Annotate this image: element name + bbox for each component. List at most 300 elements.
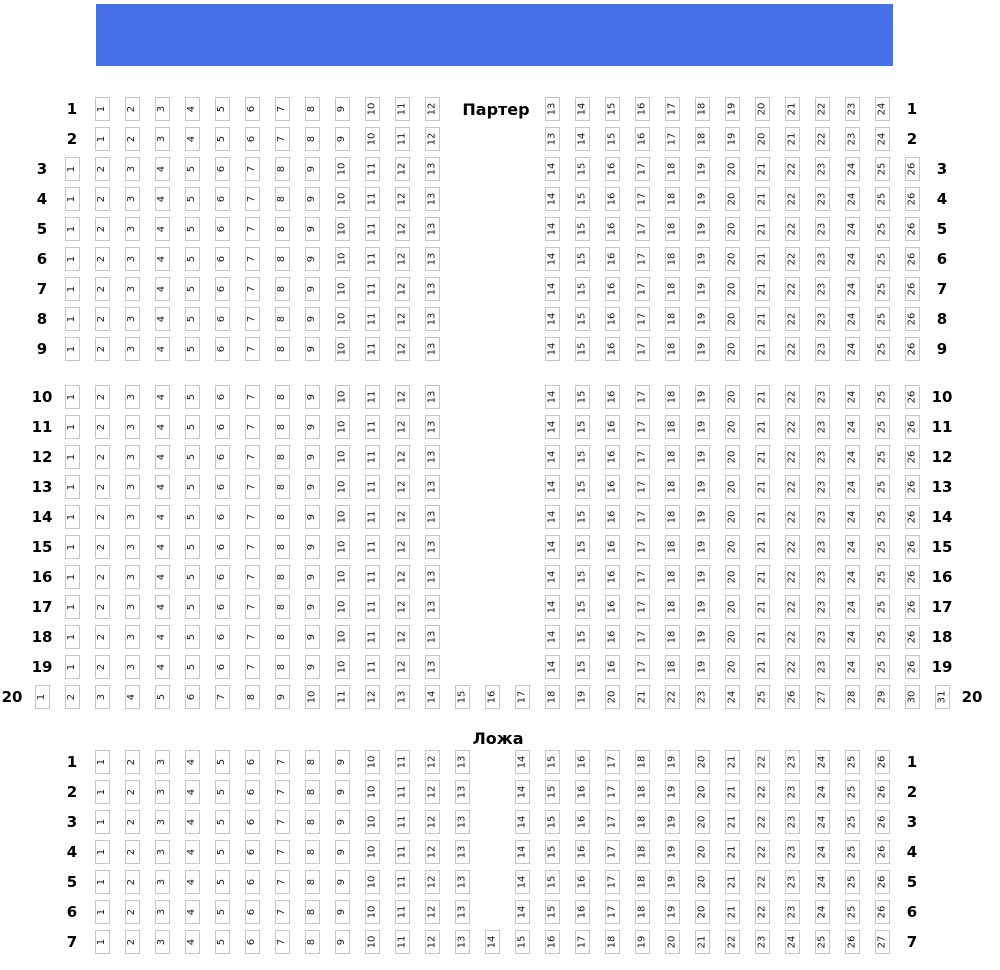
seat[interactable]: [905, 625, 920, 649]
seat[interactable]: [335, 385, 350, 409]
seat[interactable]: [335, 595, 350, 619]
seat[interactable]: [425, 685, 440, 709]
seat[interactable]: [605, 277, 620, 301]
seat[interactable]: [635, 595, 650, 619]
seat[interactable]: [305, 810, 320, 834]
seat[interactable]: [815, 655, 830, 679]
seat[interactable]: [335, 97, 350, 121]
seat[interactable]: [65, 595, 80, 619]
seat[interactable]: [605, 337, 620, 361]
seat[interactable]: [425, 750, 440, 774]
seat[interactable]: [875, 385, 890, 409]
seat[interactable]: [785, 277, 800, 301]
seat[interactable]: [335, 415, 350, 439]
seat[interactable]: [455, 930, 470, 954]
seat[interactable]: [725, 97, 740, 121]
seat[interactable]: [335, 217, 350, 241]
seat[interactable]: [665, 535, 680, 559]
seat[interactable]: [725, 870, 740, 894]
seat[interactable]: [335, 625, 350, 649]
seat[interactable]: [845, 565, 860, 589]
seat[interactable]: [635, 415, 650, 439]
seat[interactable]: [755, 187, 770, 211]
seat[interactable]: [815, 840, 830, 864]
seat[interactable]: [215, 385, 230, 409]
seat[interactable]: [335, 900, 350, 924]
seat[interactable]: [575, 277, 590, 301]
seat[interactable]: [875, 415, 890, 439]
seat[interactable]: [605, 840, 620, 864]
seat[interactable]: [785, 810, 800, 834]
seat[interactable]: [245, 415, 260, 439]
seat[interactable]: [545, 870, 560, 894]
seat[interactable]: [545, 625, 560, 649]
seat[interactable]: [875, 505, 890, 529]
seat[interactable]: [275, 445, 290, 469]
seat[interactable]: [575, 505, 590, 529]
seat[interactable]: [395, 97, 410, 121]
seat[interactable]: [95, 810, 110, 834]
seat[interactable]: [185, 307, 200, 331]
seat[interactable]: [245, 655, 260, 679]
seat[interactable]: [185, 415, 200, 439]
seat[interactable]: [215, 655, 230, 679]
seat[interactable]: [695, 505, 710, 529]
seat[interactable]: [125, 127, 140, 151]
seat[interactable]: [305, 840, 320, 864]
seat[interactable]: [215, 505, 230, 529]
seat[interactable]: [335, 307, 350, 331]
seat[interactable]: [875, 685, 890, 709]
seat[interactable]: [575, 307, 590, 331]
seat[interactable]: [335, 277, 350, 301]
seat[interactable]: [665, 187, 680, 211]
seat[interactable]: [545, 415, 560, 439]
seat[interactable]: [695, 127, 710, 151]
seat[interactable]: [875, 187, 890, 211]
seat[interactable]: [95, 870, 110, 894]
seat[interactable]: [155, 277, 170, 301]
seat[interactable]: [185, 97, 200, 121]
seat[interactable]: [275, 187, 290, 211]
seat[interactable]: [395, 595, 410, 619]
seat[interactable]: [365, 625, 380, 649]
seat[interactable]: [605, 625, 620, 649]
seat[interactable]: [905, 535, 920, 559]
seat[interactable]: [95, 307, 110, 331]
seat[interactable]: [545, 685, 560, 709]
seat[interactable]: [665, 217, 680, 241]
seat[interactable]: [395, 930, 410, 954]
seat[interactable]: [665, 750, 680, 774]
seat[interactable]: [455, 780, 470, 804]
seat[interactable]: [845, 595, 860, 619]
seat[interactable]: [785, 505, 800, 529]
seat[interactable]: [125, 750, 140, 774]
seat[interactable]: [125, 685, 140, 709]
seat[interactable]: [845, 750, 860, 774]
seat[interactable]: [185, 810, 200, 834]
seat[interactable]: [605, 900, 620, 924]
seat[interactable]: [65, 187, 80, 211]
seat[interactable]: [245, 505, 260, 529]
seat[interactable]: [275, 415, 290, 439]
seat[interactable]: [635, 750, 650, 774]
seat[interactable]: [305, 187, 320, 211]
seat[interactable]: [275, 535, 290, 559]
seat[interactable]: [155, 157, 170, 181]
seat[interactable]: [395, 780, 410, 804]
seat[interactable]: [245, 625, 260, 649]
seat[interactable]: [635, 810, 650, 834]
seat[interactable]: [785, 187, 800, 211]
seat[interactable]: [845, 685, 860, 709]
seat[interactable]: [545, 595, 560, 619]
seat[interactable]: [365, 685, 380, 709]
seat[interactable]: [755, 750, 770, 774]
seat[interactable]: [665, 445, 680, 469]
seat[interactable]: [365, 565, 380, 589]
seat[interactable]: [665, 505, 680, 529]
seat[interactable]: [455, 685, 470, 709]
seat[interactable]: [95, 595, 110, 619]
seat[interactable]: [125, 247, 140, 271]
seat[interactable]: [665, 385, 680, 409]
seat[interactable]: [215, 247, 230, 271]
seat[interactable]: [425, 655, 440, 679]
seat[interactable]: [695, 277, 710, 301]
seat[interactable]: [455, 750, 470, 774]
seat[interactable]: [875, 870, 890, 894]
seat[interactable]: [125, 385, 140, 409]
seat[interactable]: [395, 277, 410, 301]
seat[interactable]: [695, 187, 710, 211]
seat[interactable]: [305, 217, 320, 241]
seat[interactable]: [395, 307, 410, 331]
seat[interactable]: [365, 385, 380, 409]
seat[interactable]: [605, 655, 620, 679]
seat[interactable]: [815, 565, 830, 589]
seat[interactable]: [755, 337, 770, 361]
seat[interactable]: [605, 385, 620, 409]
seat[interactable]: [365, 810, 380, 834]
seat[interactable]: [425, 595, 440, 619]
seat[interactable]: [125, 870, 140, 894]
seat[interactable]: [665, 900, 680, 924]
seat[interactable]: [815, 97, 830, 121]
seat[interactable]: [545, 157, 560, 181]
seat[interactable]: [905, 685, 920, 709]
seat[interactable]: [395, 187, 410, 211]
seat[interactable]: [365, 900, 380, 924]
seat[interactable]: [845, 307, 860, 331]
seat[interactable]: [545, 505, 560, 529]
seat[interactable]: [215, 900, 230, 924]
seat[interactable]: [125, 930, 140, 954]
seat[interactable]: [785, 750, 800, 774]
seat[interactable]: [275, 157, 290, 181]
seat[interactable]: [665, 127, 680, 151]
seat[interactable]: [305, 595, 320, 619]
seat[interactable]: [635, 157, 650, 181]
seat[interactable]: [305, 780, 320, 804]
seat[interactable]: [545, 900, 560, 924]
seat[interactable]: [65, 247, 80, 271]
seat[interactable]: [905, 157, 920, 181]
seat[interactable]: [275, 595, 290, 619]
seat[interactable]: [275, 780, 290, 804]
seat[interactable]: [365, 127, 380, 151]
seat[interactable]: [575, 685, 590, 709]
seat[interactable]: [335, 337, 350, 361]
seat[interactable]: [215, 475, 230, 499]
seat[interactable]: [755, 475, 770, 499]
seat[interactable]: [875, 595, 890, 619]
seat[interactable]: [905, 655, 920, 679]
seat[interactable]: [125, 625, 140, 649]
seat[interactable]: [845, 870, 860, 894]
seat[interactable]: [545, 187, 560, 211]
seat[interactable]: [395, 900, 410, 924]
seat[interactable]: [125, 187, 140, 211]
seat[interactable]: [425, 97, 440, 121]
seat[interactable]: [695, 900, 710, 924]
seat[interactable]: [725, 565, 740, 589]
seat[interactable]: [275, 307, 290, 331]
seat[interactable]: [695, 780, 710, 804]
seat[interactable]: [365, 187, 380, 211]
seat[interactable]: [875, 97, 890, 121]
seat[interactable]: [455, 870, 470, 894]
seat[interactable]: [395, 565, 410, 589]
seat[interactable]: [275, 750, 290, 774]
seat[interactable]: [305, 127, 320, 151]
seat[interactable]: [635, 840, 650, 864]
seat[interactable]: [305, 415, 320, 439]
seat[interactable]: [125, 505, 140, 529]
seat[interactable]: [305, 685, 320, 709]
seat[interactable]: [725, 217, 740, 241]
seat[interactable]: [755, 685, 770, 709]
seat[interactable]: [155, 475, 170, 499]
seat[interactable]: [155, 750, 170, 774]
seat[interactable]: [485, 930, 500, 954]
seat[interactable]: [155, 625, 170, 649]
seat[interactable]: [605, 127, 620, 151]
seat[interactable]: [905, 595, 920, 619]
seat[interactable]: [395, 247, 410, 271]
seat[interactable]: [785, 157, 800, 181]
seat[interactable]: [605, 750, 620, 774]
seat[interactable]: [785, 415, 800, 439]
seat[interactable]: [95, 445, 110, 469]
seat[interactable]: [65, 337, 80, 361]
seat[interactable]: [155, 187, 170, 211]
seat[interactable]: [95, 685, 110, 709]
seat[interactable]: [575, 157, 590, 181]
seat[interactable]: [905, 217, 920, 241]
seat[interactable]: [665, 595, 680, 619]
seat[interactable]: [185, 685, 200, 709]
seat[interactable]: [305, 247, 320, 271]
seat[interactable]: [695, 595, 710, 619]
seat[interactable]: [95, 475, 110, 499]
seat[interactable]: [725, 475, 740, 499]
seat[interactable]: [905, 475, 920, 499]
seat[interactable]: [875, 625, 890, 649]
seat[interactable]: [845, 277, 860, 301]
seat[interactable]: [425, 385, 440, 409]
seat[interactable]: [635, 385, 650, 409]
seat[interactable]: [875, 307, 890, 331]
seat[interactable]: [575, 870, 590, 894]
seat[interactable]: [605, 810, 620, 834]
seat[interactable]: [785, 475, 800, 499]
seat[interactable]: [305, 307, 320, 331]
seat[interactable]: [665, 475, 680, 499]
seat[interactable]: [335, 655, 350, 679]
seat[interactable]: [185, 445, 200, 469]
seat[interactable]: [125, 810, 140, 834]
seat[interactable]: [635, 217, 650, 241]
seat[interactable]: [425, 780, 440, 804]
seat[interactable]: [725, 307, 740, 331]
seat[interactable]: [725, 127, 740, 151]
seat[interactable]: [755, 900, 770, 924]
seat[interactable]: [305, 900, 320, 924]
seat[interactable]: [695, 655, 710, 679]
seat[interactable]: [545, 780, 560, 804]
seat[interactable]: [725, 337, 740, 361]
seat[interactable]: [65, 655, 80, 679]
seat[interactable]: [95, 930, 110, 954]
seat[interactable]: [635, 127, 650, 151]
seat[interactable]: [185, 505, 200, 529]
seat[interactable]: [815, 127, 830, 151]
seat[interactable]: [95, 750, 110, 774]
seat[interactable]: [215, 217, 230, 241]
seat[interactable]: [425, 535, 440, 559]
seat[interactable]: [65, 475, 80, 499]
seat[interactable]: [635, 307, 650, 331]
seat[interactable]: [545, 810, 560, 834]
seat[interactable]: [65, 415, 80, 439]
seat[interactable]: [635, 780, 650, 804]
seat[interactable]: [305, 535, 320, 559]
seat[interactable]: [665, 685, 680, 709]
seat[interactable]: [635, 475, 650, 499]
seat[interactable]: [365, 97, 380, 121]
seat[interactable]: [305, 157, 320, 181]
seat[interactable]: [125, 475, 140, 499]
seat[interactable]: [275, 930, 290, 954]
seat[interactable]: [185, 780, 200, 804]
seat[interactable]: [635, 625, 650, 649]
seat[interactable]: [215, 595, 230, 619]
seat[interactable]: [155, 97, 170, 121]
seat[interactable]: [395, 840, 410, 864]
seat[interactable]: [845, 97, 860, 121]
seat[interactable]: [635, 535, 650, 559]
seat[interactable]: [395, 127, 410, 151]
seat[interactable]: [425, 900, 440, 924]
seat[interactable]: [185, 277, 200, 301]
seat[interactable]: [365, 337, 380, 361]
seat[interactable]: [245, 810, 260, 834]
seat[interactable]: [665, 840, 680, 864]
seat[interactable]: [635, 187, 650, 211]
seat[interactable]: [185, 385, 200, 409]
seat[interactable]: [755, 127, 770, 151]
seat[interactable]: [305, 625, 320, 649]
seat[interactable]: [305, 277, 320, 301]
seat[interactable]: [785, 127, 800, 151]
seat[interactable]: [365, 840, 380, 864]
seat[interactable]: [65, 505, 80, 529]
seat[interactable]: [65, 565, 80, 589]
seat[interactable]: [695, 750, 710, 774]
seat[interactable]: [125, 535, 140, 559]
seat[interactable]: [785, 655, 800, 679]
seat[interactable]: [605, 505, 620, 529]
seat[interactable]: [245, 127, 260, 151]
seat[interactable]: [875, 930, 890, 954]
seat[interactable]: [785, 625, 800, 649]
seat[interactable]: [755, 97, 770, 121]
seat[interactable]: [815, 475, 830, 499]
seat[interactable]: [605, 565, 620, 589]
seat[interactable]: [185, 157, 200, 181]
seat[interactable]: [695, 685, 710, 709]
seat[interactable]: [575, 535, 590, 559]
seat[interactable]: [695, 870, 710, 894]
seat[interactable]: [365, 870, 380, 894]
seat[interactable]: [695, 415, 710, 439]
seat[interactable]: [215, 445, 230, 469]
seat[interactable]: [95, 535, 110, 559]
seat[interactable]: [245, 217, 260, 241]
seat[interactable]: [755, 655, 770, 679]
seat[interactable]: [425, 187, 440, 211]
seat[interactable]: [215, 277, 230, 301]
seat[interactable]: [305, 505, 320, 529]
seat[interactable]: [455, 810, 470, 834]
seat[interactable]: [515, 870, 530, 894]
seat[interactable]: [545, 655, 560, 679]
seat[interactable]: [275, 625, 290, 649]
seat[interactable]: [275, 565, 290, 589]
seat[interactable]: [905, 385, 920, 409]
seat[interactable]: [755, 840, 770, 864]
seat[interactable]: [305, 445, 320, 469]
seat[interactable]: [275, 900, 290, 924]
seat[interactable]: [755, 385, 770, 409]
seat[interactable]: [215, 750, 230, 774]
seat[interactable]: [695, 840, 710, 864]
seat[interactable]: [785, 900, 800, 924]
seat[interactable]: [425, 505, 440, 529]
seat[interactable]: [185, 475, 200, 499]
seat[interactable]: [875, 277, 890, 301]
seat[interactable]: [785, 247, 800, 271]
seat[interactable]: [425, 870, 440, 894]
seat[interactable]: [185, 535, 200, 559]
seat[interactable]: [95, 625, 110, 649]
seat[interactable]: [515, 900, 530, 924]
seat[interactable]: [335, 247, 350, 271]
seat[interactable]: [755, 505, 770, 529]
seat[interactable]: [545, 930, 560, 954]
